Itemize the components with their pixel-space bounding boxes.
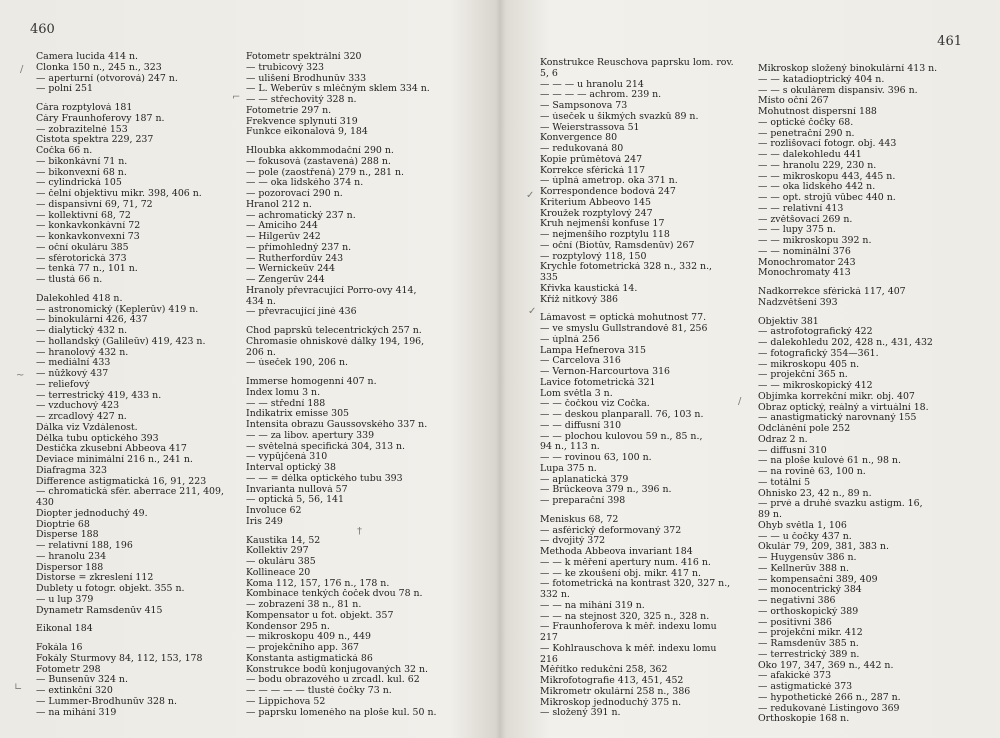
index-entry: — nejmenšího rozptylu 118 <box>540 230 670 240</box>
index-entry: Okulár 79, 209, 381, 383 n. <box>758 542 889 553</box>
index-entry: — Weierstrassova 51 <box>540 122 640 133</box>
index-entry: — konkavkonkávní 72 <box>36 221 141 232</box>
index-entry: — — relativní 413 <box>758 203 844 214</box>
index-entry: — — střechovitý 328 n. <box>246 95 357 105</box>
index-entry: Lampa Hefnerova 315 <box>540 345 646 356</box>
index-entry: — úseček u šikmých svazků 89 n. <box>540 111 699 122</box>
index-entry: Index lomu 3 n. <box>246 387 321 398</box>
index-entry: Lavice fotometrická 321 <box>540 377 656 388</box>
index-entry: — Huygensův 386 n. <box>758 553 857 563</box>
index-entry: — čelní objektivu mikr. 398, 406 n. <box>36 189 202 199</box>
index-entry: Orthoskopie 168 n. <box>758 714 850 725</box>
index-entry: 335 <box>540 273 558 283</box>
index-entry: Kollineace 20 <box>246 567 311 578</box>
index-entry: — Lippichova 52 <box>246 696 326 707</box>
right-page <box>500 0 1000 738</box>
index-entry: Odraz 2 n. <box>758 434 808 445</box>
index-entry: — — katadioptrický 404 n. <box>758 74 885 85</box>
index-entry: Lom světla 3 n. <box>540 388 613 399</box>
index-entry: Disperse 188 <box>36 530 99 541</box>
index-entry: Objektiv 381 <box>758 316 819 327</box>
index-entry: — nůžkový 437 <box>36 369 109 379</box>
index-entry: — — diffusní 310 <box>540 420 622 431</box>
index-entry: Hranol 212 n. <box>246 199 312 210</box>
index-entry: 94 n., 113 n. <box>540 442 600 453</box>
index-entry: Čáry Fraunhoferovy 187 n. <box>36 113 165 124</box>
index-entry: — na rovině 63, 100 n. <box>758 467 866 477</box>
index-entry: — afakické 373 <box>758 671 832 682</box>
index-entry: Čočka 66 n. <box>36 146 93 156</box>
index-entry: Invarianta nullová 57 <box>246 484 348 495</box>
index-entry: — hranolu 234 <box>36 551 107 562</box>
index-entry: — — nominální 376 <box>758 246 851 257</box>
index-entry: — terrestrický 419, 433 n. <box>36 390 162 401</box>
index-entry: — L. Weberův s mléčným sklem 334 n. <box>246 84 430 95</box>
index-entry: Kompensator u fot. objekt. 357 <box>246 610 394 621</box>
index-entry: — dialytický 432 n. <box>36 326 128 336</box>
index-entry: Chromasie ohniskové dálky 194, 196, <box>246 336 425 347</box>
index-entry: — Wernickeův 244 <box>246 264 335 275</box>
index-entry: Krychle fotometrická 328 n., 332 n., <box>540 262 713 273</box>
index-entry: Diopter jednoduchý 49. <box>36 508 148 519</box>
index-entry: — hollandský (Galileův) 419, 423 n. <box>36 336 206 347</box>
index-entry: Čára rozptylová 181 <box>36 103 133 113</box>
index-entry: Kombinace tenkých čoček dvou 78 n. <box>246 589 423 600</box>
index-entry: — Rutherfordův 243 <box>246 253 344 264</box>
index-entry: — úseček 190, 206 n. <box>246 358 348 369</box>
index-entry: — Fraunhoferova k měř. indexu lomu <box>540 622 717 633</box>
index-entry: — binokulární 426, 437 <box>36 315 148 326</box>
index-entry: Kopie průmětová 247 <box>540 154 643 165</box>
index-entry: Fotometr spektrální 320 <box>246 52 362 62</box>
index-entry: — konkavkonvexní 73 <box>36 232 140 242</box>
index-entry: — paprsku lomeného na ploše kul. 50 n. <box>246 707 437 718</box>
index-entry: — ve smyslu Gullstrandově 81, 256 <box>540 324 708 334</box>
index-entry: — hypothetické 266 n., 287 n. <box>758 692 901 703</box>
index-entry: Korrespondence bodová 247 <box>540 187 676 197</box>
index-entry: — — za libov. apertury 339 <box>246 430 375 441</box>
index-entry: — aplanatická 379 <box>540 474 629 485</box>
index-entry: — — k měření apertury num. 416 n. <box>540 557 711 568</box>
index-entry: 332 n. <box>540 590 570 600</box>
index-entry: — Hilgerův 242 <box>246 232 321 242</box>
index-entry: — Lummer-Brodhunův 328 n. <box>36 696 177 707</box>
index-entry: Chod paprsků telecentrických 257 n. <box>246 326 422 336</box>
index-entry: — — čočkou viz Čočka. <box>540 399 650 410</box>
index-entry: Mikroskop jednoduchý 375 n. <box>540 697 682 708</box>
index-entry: — optické čočky 68. <box>758 117 854 128</box>
index-entry: — — — u hranolu 214 <box>540 79 644 90</box>
index-entry: Konstanta astigmatická 86 <box>246 653 373 664</box>
index-entry: — — mikroskopu 392 n. <box>758 236 872 246</box>
index-entry: — — opt. strojů vůbec 440 n. <box>758 193 896 203</box>
index-entry: — vzduchový 423 <box>36 401 120 412</box>
index-entry: — — s okulárem dispansiv. 396 n. <box>758 85 918 96</box>
page-number: 460 <box>30 22 55 37</box>
index-entry: Fokály Sturmovy 84, 112, 153, 178 <box>36 653 203 664</box>
index-entry: Ohyb světla 1, 106 <box>758 520 847 531</box>
index-entry: — fotografický 354—361. <box>758 348 879 359</box>
index-entry: Mikrometr okulární 258 n., 386 <box>540 686 691 697</box>
index-entry: — — dalekohledu 441 <box>758 150 862 160</box>
index-entry: Frekvence splynutí 319 <box>246 116 358 127</box>
index-entry: — — = délka optického tubu 393 <box>246 473 403 484</box>
index-entry: — na ploše kulové 61 n., 98 n. <box>758 456 901 467</box>
index-entry: — tenká 77 n., 101 n. <box>36 264 138 275</box>
index-entry: — bodu obrazového u zrcadl. kul. 62 <box>246 675 420 686</box>
index-entry: — Amiciho 244 <box>246 221 318 232</box>
index-entry: Dublety u fotogr. objekt. 355 n. <box>36 584 185 594</box>
index-entry: — mikroskopu 409 n., 449 <box>246 632 371 643</box>
index-entry: — — mikroskopický 412 <box>758 381 873 391</box>
index-entry: — trubicový 323 <box>246 62 325 73</box>
index-entry: Meniskus 68, 72 <box>540 514 619 525</box>
index-entry: — Bunsenův 324 n. <box>36 675 128 686</box>
index-entry: — — mikroskopu 443, 445 n. <box>758 171 896 182</box>
index-entry: Odclánění pole 252 <box>758 424 851 434</box>
index-entry: Fotometrie 297 n. <box>246 105 332 116</box>
index-entry: — dalekohledu 202, 428 n., 431, 432 <box>758 338 933 348</box>
index-entry: 89 n. <box>758 510 782 520</box>
index-entry: Koma 112, 157, 176 n., 178 n. <box>246 578 390 589</box>
index-entry: — převracující jiné 436 <box>246 307 357 318</box>
index-entry: Hranoly převracující Porro-ovy 414, <box>246 285 417 296</box>
index-entry: — úplná 256 <box>540 334 600 345</box>
index-entry: — dispansivní 69, 71, 72 <box>36 199 153 210</box>
index-entry: — bikonvexní 68 n. <box>36 167 127 178</box>
index-entry: Involuce 62 <box>246 506 302 516</box>
index-entry: — ulišení Brodhunův 333 <box>246 73 367 84</box>
index-entry: — astigmatické 373 <box>758 682 853 692</box>
index-entry: — relativní 188, 196 <box>36 541 133 551</box>
index-entry: Korrekce sférická 117 <box>540 165 646 176</box>
index-entry: — pozorovací 290 n. <box>246 189 343 199</box>
index-entry: — — plochou kulovou 59 n., 85 n., <box>540 431 703 442</box>
index-entry: Fotometr 298 <box>36 664 101 675</box>
index-entry: — monocentrický 384 <box>758 585 862 596</box>
index-entry: — reliefový <box>36 379 90 390</box>
index-entry: — zrcadlový 427 n. <box>36 412 127 422</box>
index-entry: — — oka lidského 374 n. <box>246 178 364 189</box>
index-entry: Monochromaty 413 <box>758 268 851 279</box>
index-entry: — chromatická sfér. aberrace 211, 409, <box>36 487 224 498</box>
index-column-left-b <box>246 52 468 718</box>
index-entry: — penetrační 290 n. <box>758 128 855 139</box>
index-entry: Oko 197, 347, 369 n., 442 n. <box>758 660 894 671</box>
pencil-mark: ✓ <box>526 190 535 201</box>
pencil-mark: ~ <box>16 370 25 381</box>
index-entry: Dalekohled 418 n. <box>36 293 123 304</box>
index-entry: — redukované Listingovo 369 <box>758 703 900 714</box>
index-entry: Indikatrix emisse 305 <box>246 409 350 420</box>
index-entry: Funkce eikonalová 9, 184 <box>246 127 368 138</box>
index-entry: — achromatický 237 n. <box>246 210 356 221</box>
index-entry: Místo oční 267 <box>758 96 829 107</box>
index-entry: — Kohlrauschova k měř. indexu lomu <box>540 643 717 654</box>
index-entry: — asférický deformovaný 372 <box>540 525 682 536</box>
index-entry: Hloubka akkommodační 290 n. <box>246 146 394 156</box>
index-entry: — Zengerův 244 <box>246 275 325 285</box>
index-entry: — mediální 433 <box>36 358 111 369</box>
index-entry: — negativní 386 <box>758 596 836 606</box>
index-entry: 206 n. <box>246 347 276 358</box>
index-entry: Lupa 375 n. <box>540 463 597 474</box>
index-entry: — totální 5 <box>758 477 811 488</box>
index-entry: Délka tubu optického 393 <box>36 433 159 444</box>
index-entry: Intensita obrazu Gaussovského 337 n. <box>246 420 428 430</box>
index-entry: Kriterium Abbeovo 145 <box>540 197 651 208</box>
index-entry: Objímka korrekční mikr. obj. 407 <box>758 391 915 402</box>
index-entry: Nadzvětšení 393 <box>758 297 838 308</box>
index-entry: Dispersor 188 <box>36 562 104 573</box>
index-entry: — úplná ametrop. oka 371 n. <box>540 176 678 187</box>
index-entry: — mikroskopu 405 n. <box>758 359 860 370</box>
index-entry: Konstrukce bodů konjugovaných 32 n. <box>246 664 429 675</box>
index-entry: — okuláru 385 <box>246 557 316 567</box>
index-entry: — Vernon-Harcourtova 316 <box>540 367 671 377</box>
index-column-right-b <box>758 64 976 725</box>
index-entry: Nadkorrekce sférická 117, 407 <box>758 287 906 297</box>
index-entry: — astrofotografický 422 <box>758 327 873 338</box>
index-entry: Mohutnost dispersní 188 <box>758 107 877 117</box>
index-entry: Clonka 150 n., 245 n., 323 <box>36 62 162 73</box>
index-entry: — zobrazitelné 153 <box>36 124 128 135</box>
index-entry: Konstrukce Reuschova paprsku lom. rov. <box>540 58 734 68</box>
index-entry: 434 n. <box>246 296 276 307</box>
index-entry: 430 <box>36 498 54 508</box>
index-entry: Deviace minimální 216 n., 241 n. <box>36 455 193 465</box>
index-entry: — preparační 398 <box>540 496 626 506</box>
index-entry: — optická 5, 56, 141 <box>246 495 344 506</box>
index-entry: Eikonal 184 <box>36 624 93 635</box>
index-entry: — zvětšovací 269 n. <box>758 214 853 225</box>
index-entry: Destička zkusební Abbeova 417 <box>36 444 187 455</box>
index-entry: — bikonkávní 71 n. <box>36 156 128 167</box>
index-entry: Kondensor 295 n. <box>246 621 330 632</box>
index-entry: Čistota spektra 229, 237 <box>36 135 154 146</box>
index-entry: — — — — achrom. 239 n. <box>540 90 662 101</box>
index-entry: Ohnisko 23, 42 n., 89 n. <box>758 488 872 499</box>
index-entry: — projekční 365 n. <box>758 370 848 381</box>
index-entry: 5, 6 <box>540 68 558 79</box>
index-entry: Kollektiv 297 <box>246 546 309 557</box>
index-entry: — polní 251 <box>36 84 93 95</box>
index-entry: Obraz optický, reálný a virtuální 18. <box>758 402 929 413</box>
index-entry: Dynametr Ramsdenův 415 <box>36 605 163 616</box>
index-entry: — diffusní 310 <box>758 445 827 456</box>
index-entry: — Carcelova 316 <box>540 356 621 367</box>
index-entry: Mikrofotografie 413, 451, 452 <box>540 676 684 686</box>
index-entry: — — rovinou 63, 100 n. <box>540 453 652 463</box>
index-entry: — terrestrický 389 n. <box>758 649 860 660</box>
index-entry: Difference astigmatická 16, 91, 223 <box>36 476 207 487</box>
index-entry: Monochromator 243 <box>758 257 856 268</box>
index-entry: — na mihání 319 <box>36 707 117 718</box>
index-entry: — kollektivní 68, 72 <box>36 210 131 221</box>
pencil-mark: ∟ <box>14 682 23 693</box>
index-entry: — anastigmatický narovnaný 155 <box>758 413 917 424</box>
index-entry: — zobrazení 38 n., 81 n. <box>246 600 362 610</box>
index-entry: Distorse = zkreslení 112 <box>36 573 154 584</box>
pencil-mark: / <box>20 64 24 75</box>
index-entry: — Sampsonova 73 <box>540 101 628 111</box>
index-column-left-a <box>36 52 258 718</box>
index-entry: — aperturní (otvorová) 247 n. <box>36 73 178 84</box>
index-entry: — — lupy 375 n. <box>758 225 836 236</box>
index-entry: Křivka kaustická 14. <box>540 283 638 294</box>
index-entry: Iris 249 <box>246 516 283 527</box>
index-entry: — fotometrická na kontrast 320, 327 n., <box>540 579 731 590</box>
index-entry: — — deskou planparall. 76, 103 n. <box>540 410 704 420</box>
index-entry: Camera lucida 414 n. <box>36 52 138 62</box>
index-entry: — tlustá 66 n. <box>36 275 103 285</box>
index-entry: — přímohledný 237 n. <box>246 242 352 253</box>
index-entry: — — u čočky 437 n. <box>758 531 852 542</box>
index-entry: — — oka lidského 442 n. <box>758 182 876 193</box>
index-entry: Měřítko redukční 258, 362 <box>540 665 668 676</box>
pencil-mark: / <box>738 396 742 407</box>
index-entry: — — na mihání 319 n. <box>540 600 645 611</box>
index-entry: — — hranolu 229, 230 n. <box>758 160 877 171</box>
pencil-mark: † <box>357 526 362 537</box>
index-entry: — hranolový 432 n. <box>36 347 129 358</box>
index-entry: Fokála 16 <box>36 643 83 653</box>
index-entry: — sférotorická 373 <box>36 253 127 264</box>
index-entry: — oční (Biotův, Ramsdenův) 267 <box>540 240 695 251</box>
index-entry: — — — — — tlusté čočky 73 n. <box>246 686 392 696</box>
pencil-mark: ⌐ <box>232 92 241 103</box>
index-entry: Kaustika 14, 52 <box>246 535 321 546</box>
index-entry: — rozlišovací fotogr. obj. 443 <box>758 139 897 150</box>
index-entry: — vypůjčená 310 <box>246 452 328 463</box>
index-entry: — positivní 386 <box>758 617 832 628</box>
index-entry: Konvergence 80 <box>540 133 618 144</box>
index-entry: — projekční mikr. 412 <box>758 628 863 639</box>
index-entry: — — ke zkoušení obj. mikr. 417 n. <box>540 568 701 579</box>
index-entry: Methoda Abbeova invariant 184 <box>540 547 693 557</box>
index-entry: — astronomický (Keplerův) 419 n. <box>36 304 199 315</box>
index-entry: Interval optický 38 <box>246 463 336 473</box>
index-entry: — světelná specifická 304, 313 n. <box>246 441 406 452</box>
index-entry: 216 <box>540 654 558 665</box>
index-entry: 217 <box>540 633 558 643</box>
index-entry: — složený 391 n. <box>540 708 621 719</box>
index-entry: — u lup 379 <box>36 594 94 605</box>
index-entry: — Ramsdenův 385 n. <box>758 639 859 649</box>
index-entry: — projekčního app. 367 <box>246 643 360 653</box>
page-number: 461 <box>937 34 962 49</box>
index-entry: — cylindrická 105 <box>36 178 122 189</box>
index-entry: Kruh nejmenší konfuse 17 <box>540 219 665 230</box>
index-entry: — Brückeova 379 n., 396 n. <box>540 485 672 496</box>
index-entry: — rozptylový 118, 150 <box>540 251 647 262</box>
index-entry: — oční okuláru 385 <box>36 242 129 253</box>
pencil-mark: ✓ <box>528 306 537 317</box>
index-entry: — orthoskopický 389 <box>758 606 859 617</box>
index-column-right-a <box>540 58 755 719</box>
index-entry: — redukovaná 80 <box>540 144 624 154</box>
index-entry: Dálka viz Vzdálenost. <box>36 422 138 433</box>
index-entry: Lámavost = optická mohutnost 77. <box>540 313 707 324</box>
index-entry: — pole (zaostřená) 279 n., 281 n. <box>246 167 404 178</box>
index-entry: — prvé a druhé svazku astigm. 16, <box>758 499 923 510</box>
index-entry: Kříž nitkový 386 <box>540 294 618 305</box>
index-entry: Mikroskop složený binokulární 413 n. <box>758 64 938 74</box>
index-entry: Kroužek rozptylový 247 <box>540 208 653 219</box>
index-entry: — — na stejnost 320, 325 n., 328 n. <box>540 611 710 622</box>
index-entry: — fokusová (zastavená) 288 n. <box>246 156 391 167</box>
index-entry: Diafragma 323 <box>36 465 107 476</box>
index-entry: — — střední 188 <box>246 398 326 409</box>
index-entry: — extinkční 320 <box>36 686 113 696</box>
index-entry: Dioptrie 68 <box>36 519 90 530</box>
index-entry: — dvojitý 372 <box>540 536 606 547</box>
index-entry: Immerse homogenní 407 n. <box>246 377 377 387</box>
index-entry: — kompensační 389, 409 <box>758 574 878 585</box>
index-entry: — Kellnerův 388 n. <box>758 563 849 574</box>
